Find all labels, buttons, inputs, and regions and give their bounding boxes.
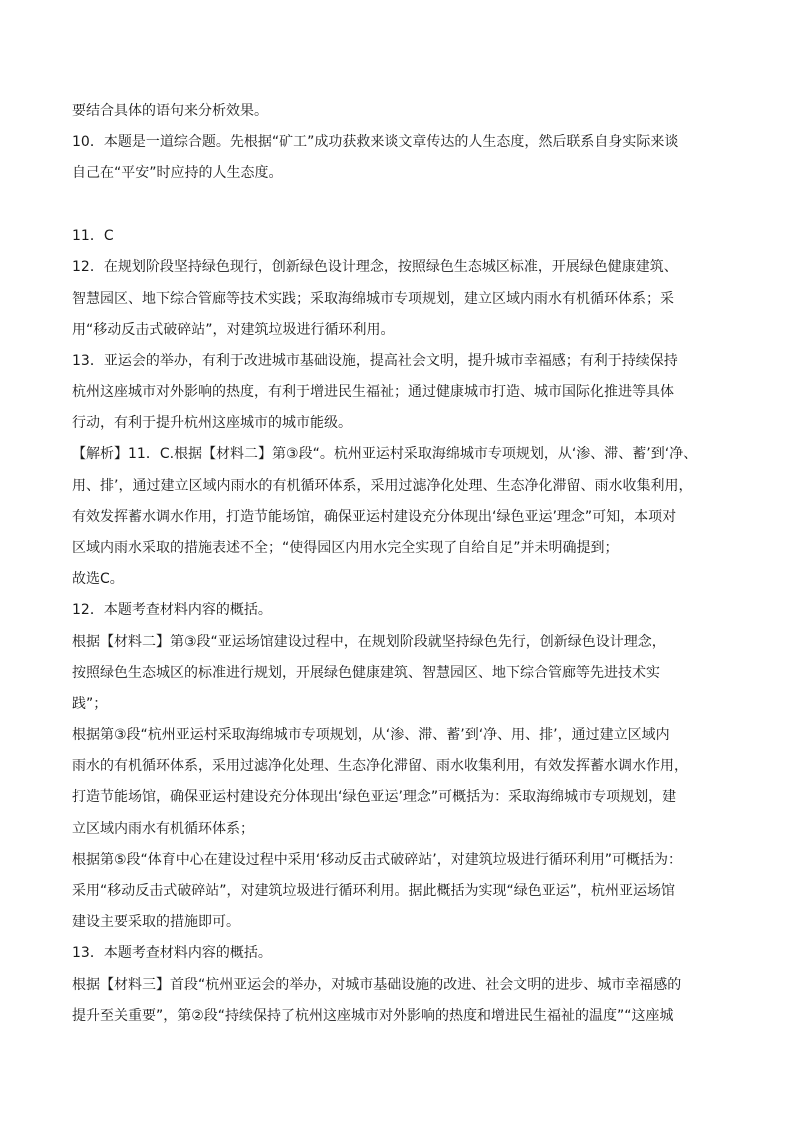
- text-line: 11．C: [72, 228, 114, 244]
- text-line: 要结合具体的语句来分析效果。: [72, 103, 268, 119]
- text-line: 建设主要采取的措施即可。: [72, 914, 240, 930]
- text-line: 按照绿色生态城区的标准进行规划，开展绿色健康建筑、智慧园区、地下综合管廊等先进技术实: [72, 665, 660, 681]
- text-line: 行动，有利于提升杭州这座城市的城市能级。: [72, 415, 352, 431]
- text-line: 根据【材料三】首段“杭州亚运会的举办，对城市基础设施的改进、社会文明的进步、城市幸福感的: [72, 977, 682, 993]
- text-line: 13．亚运会的举办，有利于改进城市基础设施，提高社会文明，提升城市幸福感；有利于持续保持: [72, 353, 678, 369]
- text-line: 践”；: [72, 696, 108, 712]
- text-line: 采用“移动反击式破碎站”，对建筑垃圾进行循环利用。据此概括为实现“绿色亚运”，杭州亚运场馆: [72, 883, 676, 899]
- text-line: 10．本题是一道综合题。先根据“矿工”成功获救来谈文章传达的人生态度，然后联系自身实际来谈: [72, 134, 679, 150]
- text-line: 智慧园区、地下综合管廊等技术实践；采取海绵城市专项规划，建立区域内雨水有机循环体系；采: [72, 291, 674, 307]
- text-line: 12．本题考查材料内容的概括。: [72, 602, 272, 618]
- text-line: 雨水的有机循环体系，采用过滤净化处理、生态净化滞留、雨水收集利用，有效发挥蓄水调水作用，: [72, 758, 688, 774]
- text-line: 打造节能场馆，确保亚运村建设充分体现出‘绿色亚运’理念”可概括为：采取海绵城市专项规划，建: [72, 789, 677, 805]
- text-line: 根据第③段“杭州亚运村采取海绵城市专项规划，从‘渗、滞、蓄’到‘净、用、排’，通过建立区域内: [72, 727, 670, 743]
- text-line: 自己在“平安”时应持的人生态度。: [72, 165, 283, 181]
- text-line: 用“移动反击式破碎站”，对建筑垃圾进行循环利用。: [72, 322, 395, 338]
- text-line: 区域内雨水采取的措施表述不全；“使得园区内用水完全实现了自给自足”并未明确提到；: [72, 540, 619, 556]
- text-line: 立区域内雨水有机循环体系；: [72, 821, 254, 837]
- text-line: 用、排’，通过建立区域内雨水的有机循环体系，采用过滤净化处理、生态净化滞留、雨水收集利用，: [72, 478, 693, 494]
- text-line: 故选C。: [72, 571, 124, 587]
- text-line: 根据第⑤段“体育中心在建设过程中采用‘移动反击式破碎站’，对建筑垃圾进行循环利用”可概括为：: [72, 852, 682, 868]
- text-line: 13．本题考查材料内容的概括。: [72, 945, 272, 961]
- text-line: 【解析】11．C.根据【材料二】第③段“。杭州亚运村采取海绵城市专项规划，从‘渗、滞、蓄’到‘净、: [72, 446, 698, 462]
- text-line: 提升至关重要”，第②段“持续保持了杭州这座城市对外影响的热度和增进民生福祉的温度”“这座城: [72, 1008, 674, 1024]
- text-line: 杭州这座城市对外影响的热度，有利于增进民生福祉；通过健康城市打造、城市国际化推进等具体: [72, 384, 674, 400]
- text-line: 有效发挥蓄水调水作用，打造节能场馆，确保亚运村建设充分体现出‘绿色亚运’理念”可知，本项对: [72, 509, 677, 525]
- text-line: 12．在规划阶段坚持绿色现行，创新绿色设计理念，按照绿色生态城区标准，开展绿色健康建筑、: [72, 259, 678, 275]
- text-line: 根据【材料二】第③段“亚运场馆建设过程中，在规划阶段就坚持绿色先行，创新绿色设计理念，: [72, 634, 666, 650]
